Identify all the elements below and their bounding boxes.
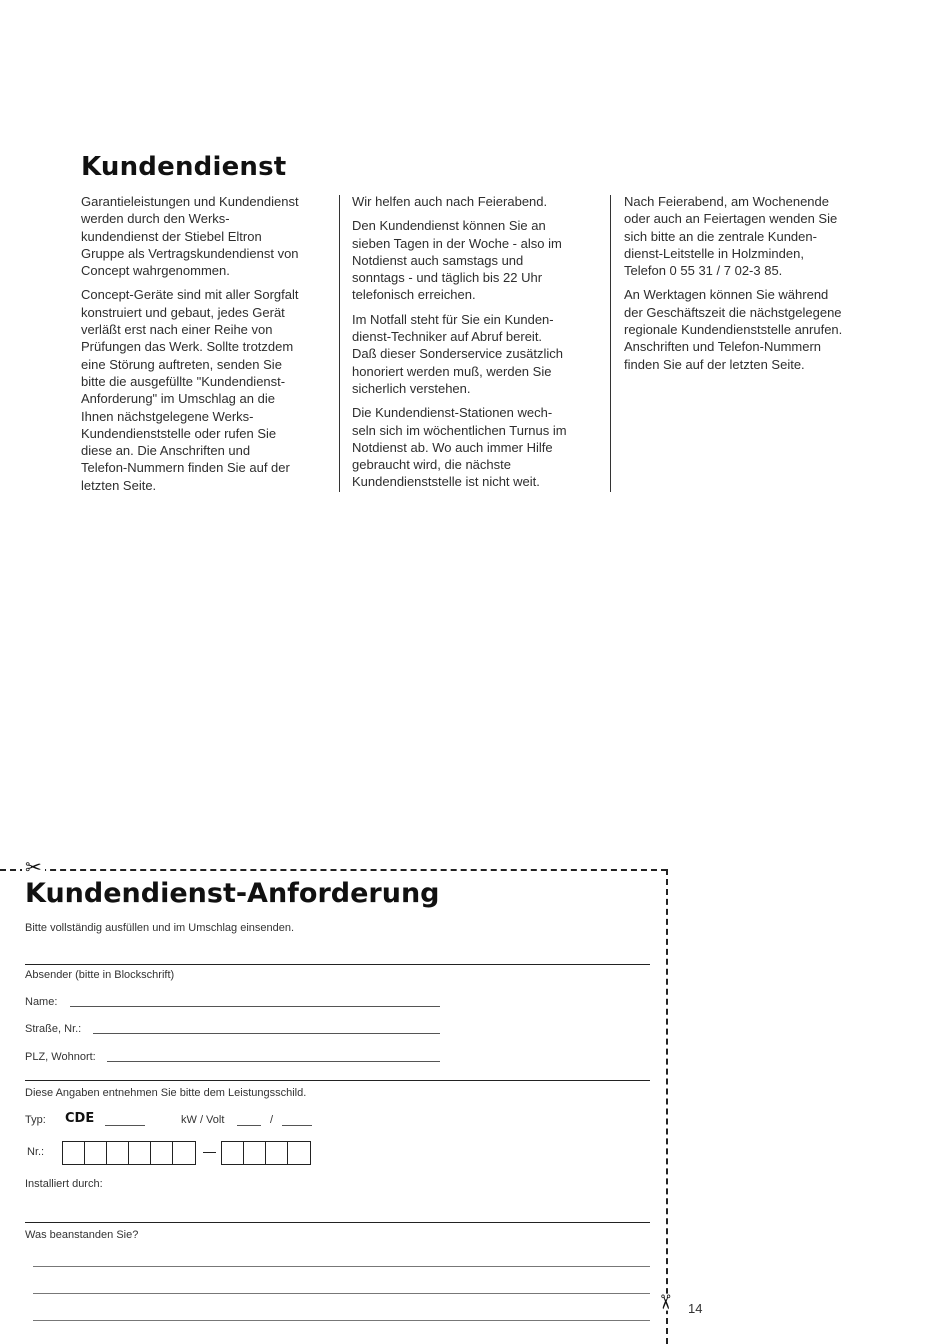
name-label: Name: [25,996,58,1008]
digit-box[interactable] [63,1142,85,1164]
kw-volt-label: kW / Volt [181,1114,225,1126]
column-3 [624,193,879,380]
installed-label: Installiert durch: [25,1178,103,1190]
serial-number-boxes-a[interactable] [62,1141,196,1165]
column-1 [81,193,336,501]
paragraph: Wir helfen auch nach Feierabend. [352,194,548,209]
form-title: Kundendienst-Anforderung [25,878,440,909]
type-field[interactable] [105,1125,145,1126]
type-prefix: CDE [65,1111,95,1126]
complaint-field[interactable] [33,1320,650,1321]
digit-box[interactable] [151,1142,173,1164]
paragraph: Garantieleistungen und Kundendienst werden durch den Werks- kundendienst der Stiebel Eltron Gruppe als Vertragskundendienst von Concept wahrgenommen. [81,194,299,279]
volt-field[interactable] [282,1125,312,1126]
kw-field[interactable] [237,1125,261,1126]
paragraph: Nach Feierabend, am Wochenende oder auch an Feiertagen wenden Sie sich bitte an die zentrale Kunden- dienst-Leitstelle in Holzminden, Telefon 0 55 31 / 7 02-3 85. [624,194,838,279]
paragraph: Im Notfall steht für Sie ein Kunden- dienst-Techniker auf Abruf bereit. Daß dieser Sonderservice zusätzlich honoriert werden muß, werden Sie sicherlich verstehen. [352,311,563,396]
page-number: 14 [688,1301,703,1316]
street-label: Straße, Nr.: [25,1023,82,1035]
digit-box[interactable] [107,1142,129,1164]
street-field[interactable] [93,1033,440,1034]
serial-number-boxes-b[interactable] [221,1141,311,1165]
cut-line-horizontal [0,869,667,871]
nr-label: Nr.: [27,1146,45,1158]
paragraph: Concept-Geräte sind mit aller Sorgfalt konstruiert und gebaut, jedes Gerät verläßt erst nach einer Reihe von Prüfungen das Werk. Sollte trotzdem eine Störung auftreten, senden Sie bitte die ausgefüllte "Kundendienst- Anforderung" im Umschlag an die Ihnen nächstgelegene Werks- Kundendienststelle oder rufen Sie diese an. Die Anschriften und Telefon-Nummern finden Sie auf der letzten Seite. [81,287,299,493]
plate-note: Diese Angaben entnehmen Sie bitte dem Leistungsschild. [25,1087,307,1099]
digit-box[interactable] [288,1142,310,1164]
scissors-icon: ✂ [653,1293,676,1311]
paragraph: Den Kundendienst können Sie an sieben Tagen in der Woche - also im Notdienst auch samstags und sonntags - und täglich bis 22 Uhr telefonisch erreichen. [352,218,562,303]
digit-box[interactable] [244,1142,266,1164]
complaint-label: Was beanstanden Sie? [25,1229,139,1241]
digit-box[interactable] [266,1142,288,1164]
paragraph: An Werktagen können Sie während der Geschäftszeit die nächstgelegene regionale Kundendienststelle anrufen. Anschriften und Telefon-Nummern finden Sie auf der letzten Seite. [624,287,843,372]
digit-box[interactable] [222,1142,244,1164]
nr-dash [203,1152,216,1153]
city-field[interactable] [107,1061,440,1062]
divider [25,1080,650,1081]
column-divider [610,195,611,492]
digit-box[interactable] [85,1142,107,1164]
city-label: PLZ, Wohnort: [25,1051,96,1063]
paragraph: Die Kundendienst-Stationen wech- seln sich im wöchentlichen Turnus im Notdienst ab. Wo auch immer Hilfe gebraucht wird, die nächste Kundendienststelle ist nicht weit. [352,405,567,490]
name-field[interactable] [70,1006,440,1007]
complaint-field[interactable] [33,1266,650,1267]
scissors-icon: ✂ [22,858,45,878]
divider [25,964,650,965]
type-label: Typ: [25,1114,46,1126]
column-divider [339,195,340,492]
installed-field[interactable] [25,1222,650,1223]
column-2 [352,193,607,498]
slash-separator: / [270,1114,274,1126]
complaint-field[interactable] [33,1293,650,1294]
section-title: Kundendienst [81,152,287,182]
sender-heading: Absender (bitte in Blockschrift) [25,969,175,981]
cut-line-vertical [666,869,668,1344]
digit-box[interactable] [129,1142,151,1164]
digit-box[interactable] [173,1142,195,1164]
form-subtitle: Bitte vollständig ausfüllen und im Umschlag einsenden. [25,922,295,934]
